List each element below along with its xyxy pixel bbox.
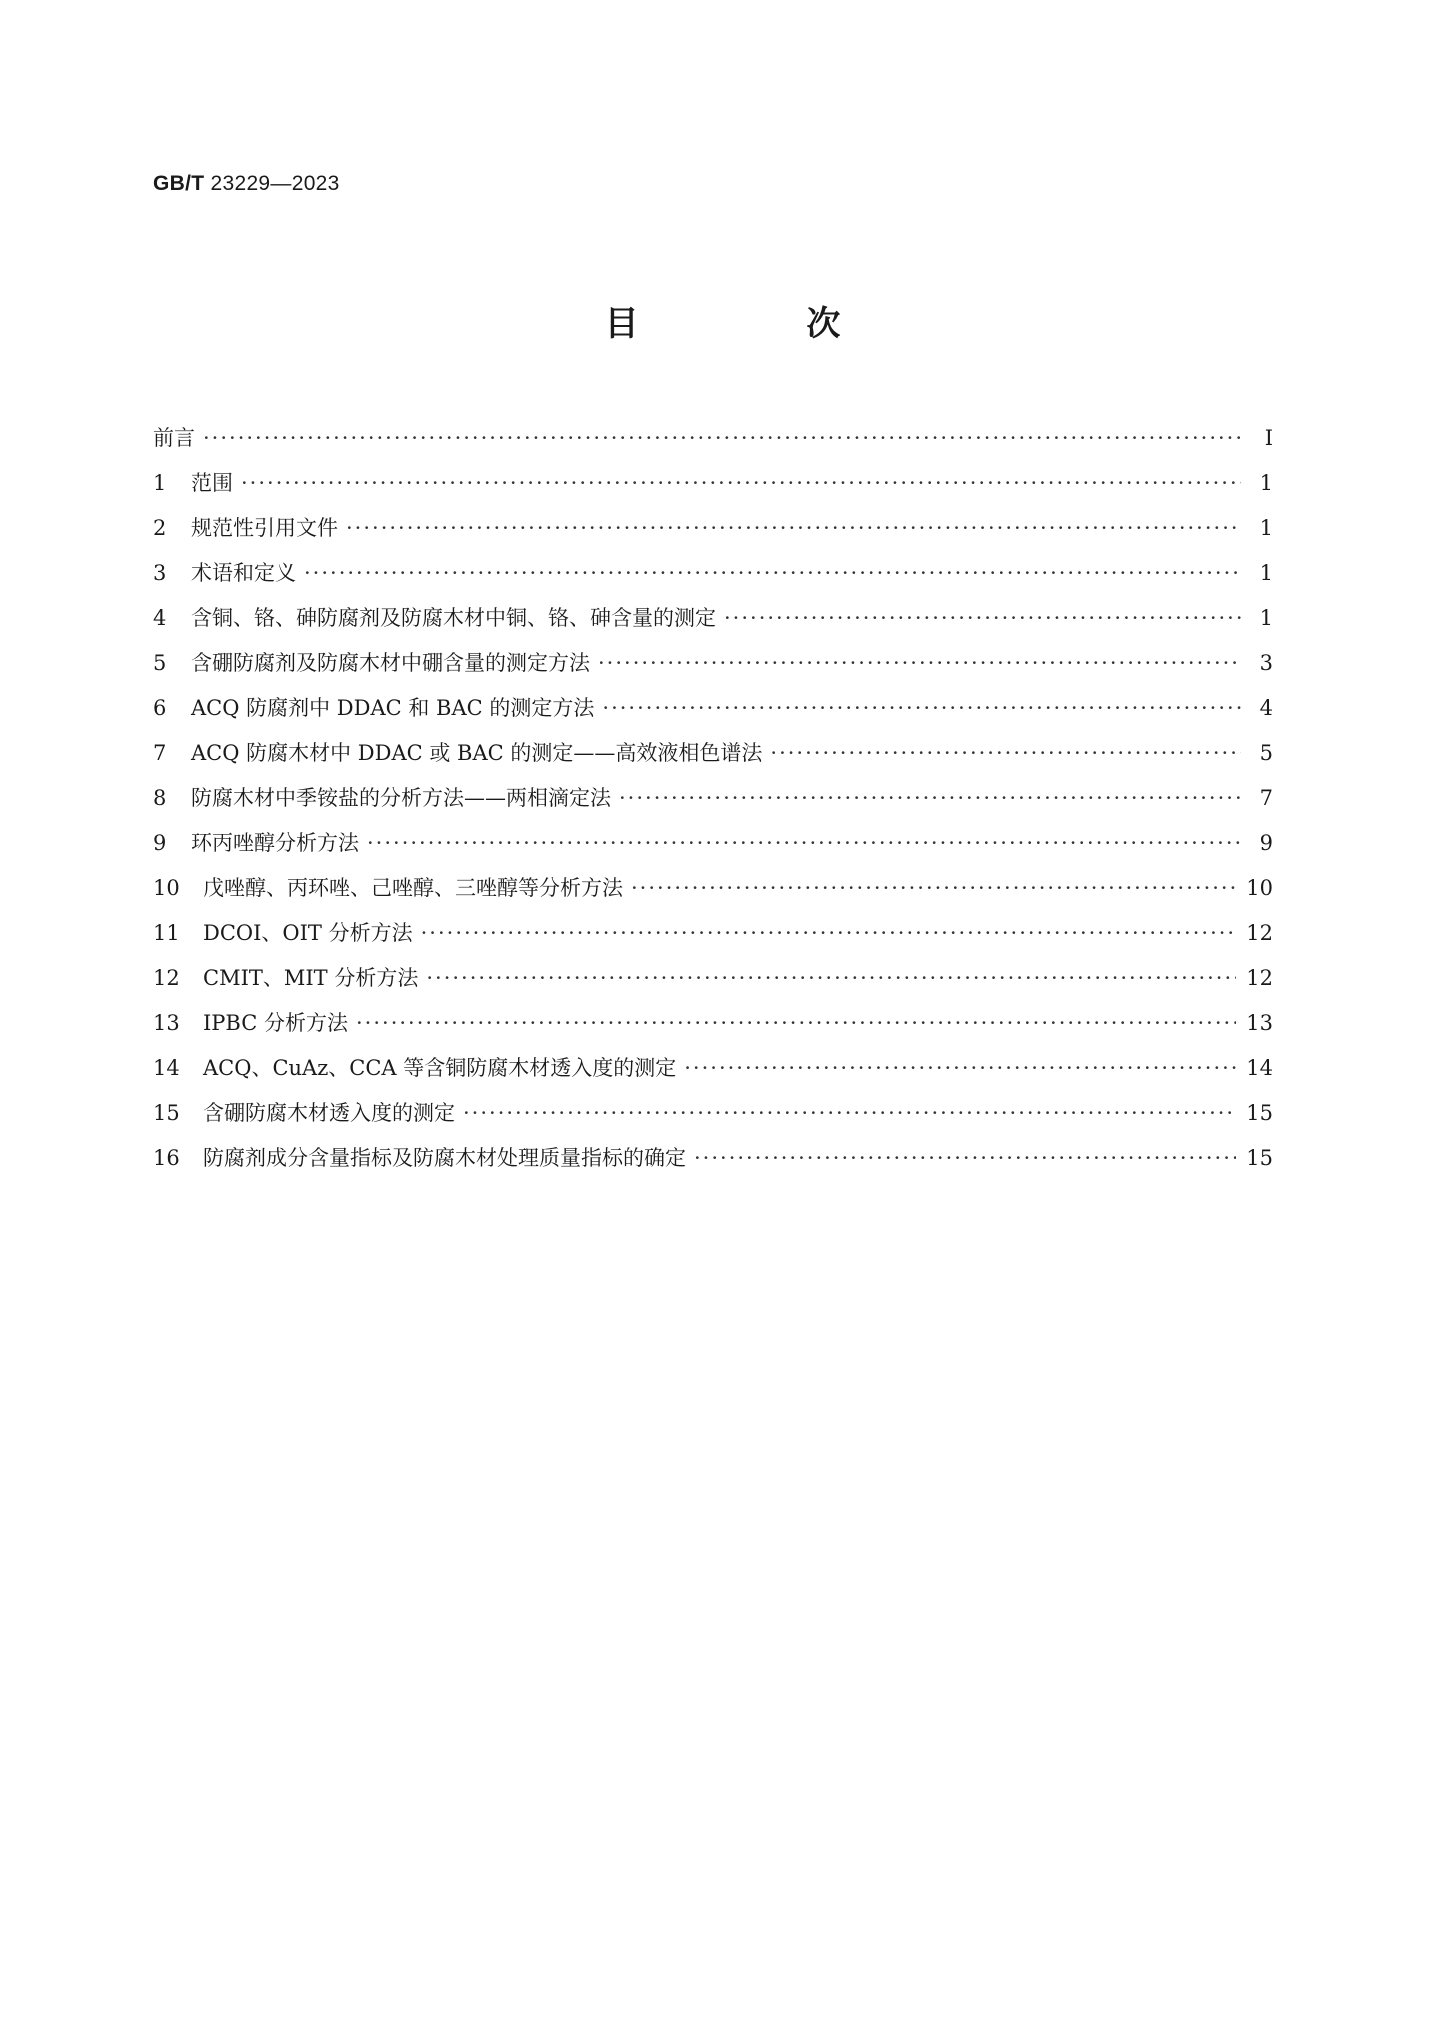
toc-entry-label: 环丙唑醇分析方法	[191, 831, 359, 855]
toc-entry-number: 7	[153, 741, 167, 765]
toc-entry-number: 8	[153, 786, 167, 810]
toc-title: 目 次	[604, 304, 919, 344]
toc-entry[interactable]	[153, 956, 1273, 1001]
toc-entry-page: 1	[1259, 471, 1273, 495]
toc-entry[interactable]	[153, 821, 1273, 866]
toc-entry-label: DCOI、OIT 分析方法	[203, 921, 413, 945]
toc-entry[interactable]	[153, 416, 1273, 461]
toc-entry-label: 防腐木材中季铵盐的分析方法——两相滴定法	[191, 786, 611, 810]
toc-entry-number: 14	[153, 1056, 180, 1080]
toc-leader-dots	[619, 776, 1241, 821]
toc-leader-dots	[367, 821, 1241, 866]
toc-entry[interactable]	[153, 461, 1273, 506]
toc-entry-page: 12	[1246, 966, 1273, 990]
toc-entry-page: 12	[1246, 921, 1273, 945]
toc-entry[interactable]	[153, 596, 1273, 641]
standard-code	[153, 172, 340, 196]
toc-entry-number: 5	[153, 651, 167, 675]
standard-code-prefix: GB/T	[153, 172, 205, 195]
toc-entry-page: 4	[1259, 696, 1273, 720]
toc-entry-label: 含硼防腐木材透入度的测定	[203, 1101, 455, 1125]
toc-entry-number: 4	[153, 606, 167, 630]
toc-entry-label: 术语和定义	[191, 561, 296, 585]
toc-entry[interactable]	[153, 551, 1273, 596]
table-of-contents	[153, 416, 1273, 1181]
toc-entry[interactable]	[153, 731, 1273, 776]
toc-entry[interactable]	[153, 506, 1273, 551]
toc-entry-number: 13	[153, 1011, 180, 1035]
toc-entry-number: 6	[153, 696, 167, 720]
toc-entry-page: 15	[1246, 1146, 1273, 1170]
toc-entry-number: 2	[153, 516, 167, 540]
toc-entry[interactable]	[153, 776, 1273, 821]
toc-leader-dots	[463, 1091, 1236, 1136]
toc-entry-page: 10	[1246, 876, 1273, 900]
toc-leader-dots	[241, 461, 1241, 506]
toc-entry-label: 戊唑醇、丙环唑、己唑醇、三唑醇等分析方法	[203, 876, 623, 900]
toc-entry-number: 12	[153, 966, 180, 990]
toc-entry[interactable]	[153, 1136, 1273, 1181]
toc-leader-dots	[770, 731, 1241, 776]
toc-leader-dots	[356, 1001, 1236, 1046]
toc-entry-label: ACQ 防腐木材中 DDAC 或 BAC 的测定——高效液相色谱法	[191, 741, 763, 765]
toc-entry-page: 3	[1259, 651, 1273, 675]
toc-entry[interactable]	[153, 641, 1273, 686]
toc-entry-number: 16	[153, 1146, 180, 1170]
toc-entry-page: 15	[1246, 1101, 1273, 1125]
toc-entry-page: 13	[1246, 1011, 1273, 1035]
toc-entry-page: 5	[1259, 741, 1273, 765]
toc-entry[interactable]	[153, 911, 1273, 956]
toc-entry-page: 7	[1259, 786, 1273, 810]
toc-entry-label: 前言	[153, 426, 195, 450]
toc-leader-dots	[346, 506, 1241, 551]
toc-leader-dots	[421, 911, 1237, 956]
toc-entry[interactable]	[153, 1091, 1273, 1136]
standard-code-number: 23229—2023	[210, 172, 340, 195]
toc-entry-page: 1	[1259, 561, 1273, 585]
toc-entry-number: 9	[153, 831, 167, 855]
toc-entry-label: 防腐剂成分含量指标及防腐木材处理质量指标的确定	[203, 1146, 686, 1170]
toc-entry[interactable]	[153, 1046, 1273, 1091]
toc-leader-dots	[684, 1046, 1236, 1091]
toc-entry-label: 含硼防腐剂及防腐木材中硼含量的测定方法	[191, 651, 590, 675]
toc-leader-dots	[694, 1136, 1236, 1181]
toc-leader-dots	[203, 416, 1241, 461]
toc-entry-label: 范围	[191, 471, 233, 495]
toc-leader-dots	[602, 686, 1241, 731]
toc-entry-label: 规范性引用文件	[191, 516, 338, 540]
toc-entry-label: ACQ 防腐剂中 DDAC 和 BAC 的测定方法	[191, 696, 595, 720]
toc-leader-dots	[598, 641, 1241, 686]
toc-leader-dots	[304, 551, 1241, 596]
toc-entry-label: IPBC 分析方法	[203, 1011, 348, 1035]
toc-entry-page: 1	[1259, 606, 1273, 630]
toc-entry-page: 14	[1246, 1056, 1273, 1080]
toc-entry-number: 1	[153, 471, 167, 495]
toc-entry-page: Ⅰ	[1264, 426, 1273, 450]
toc-entry[interactable]	[153, 1001, 1273, 1046]
toc-entry-number: 10	[153, 876, 180, 900]
toc-leader-dots	[724, 596, 1241, 641]
toc-entry-number: 3	[153, 561, 167, 585]
toc-entry[interactable]	[153, 866, 1273, 911]
toc-entry-label: ACQ、CuAz、CCA 等含铜防腐木材透入度的测定	[203, 1056, 677, 1080]
toc-entry-page: 9	[1259, 831, 1273, 855]
toc-entry-label: 含铜、铬、砷防腐剂及防腐木材中铜、铬、砷含量的测定	[191, 606, 716, 630]
toc-entry-page: 1	[1259, 516, 1273, 540]
toc-entry[interactable]	[153, 686, 1273, 731]
toc-leader-dots	[426, 956, 1236, 1001]
toc-entry-number: 15	[153, 1101, 180, 1125]
toc-leader-dots	[631, 866, 1236, 911]
toc-entry-number: 11	[153, 921, 180, 945]
toc-entry-label: CMIT、MIT 分析方法	[203, 966, 419, 990]
